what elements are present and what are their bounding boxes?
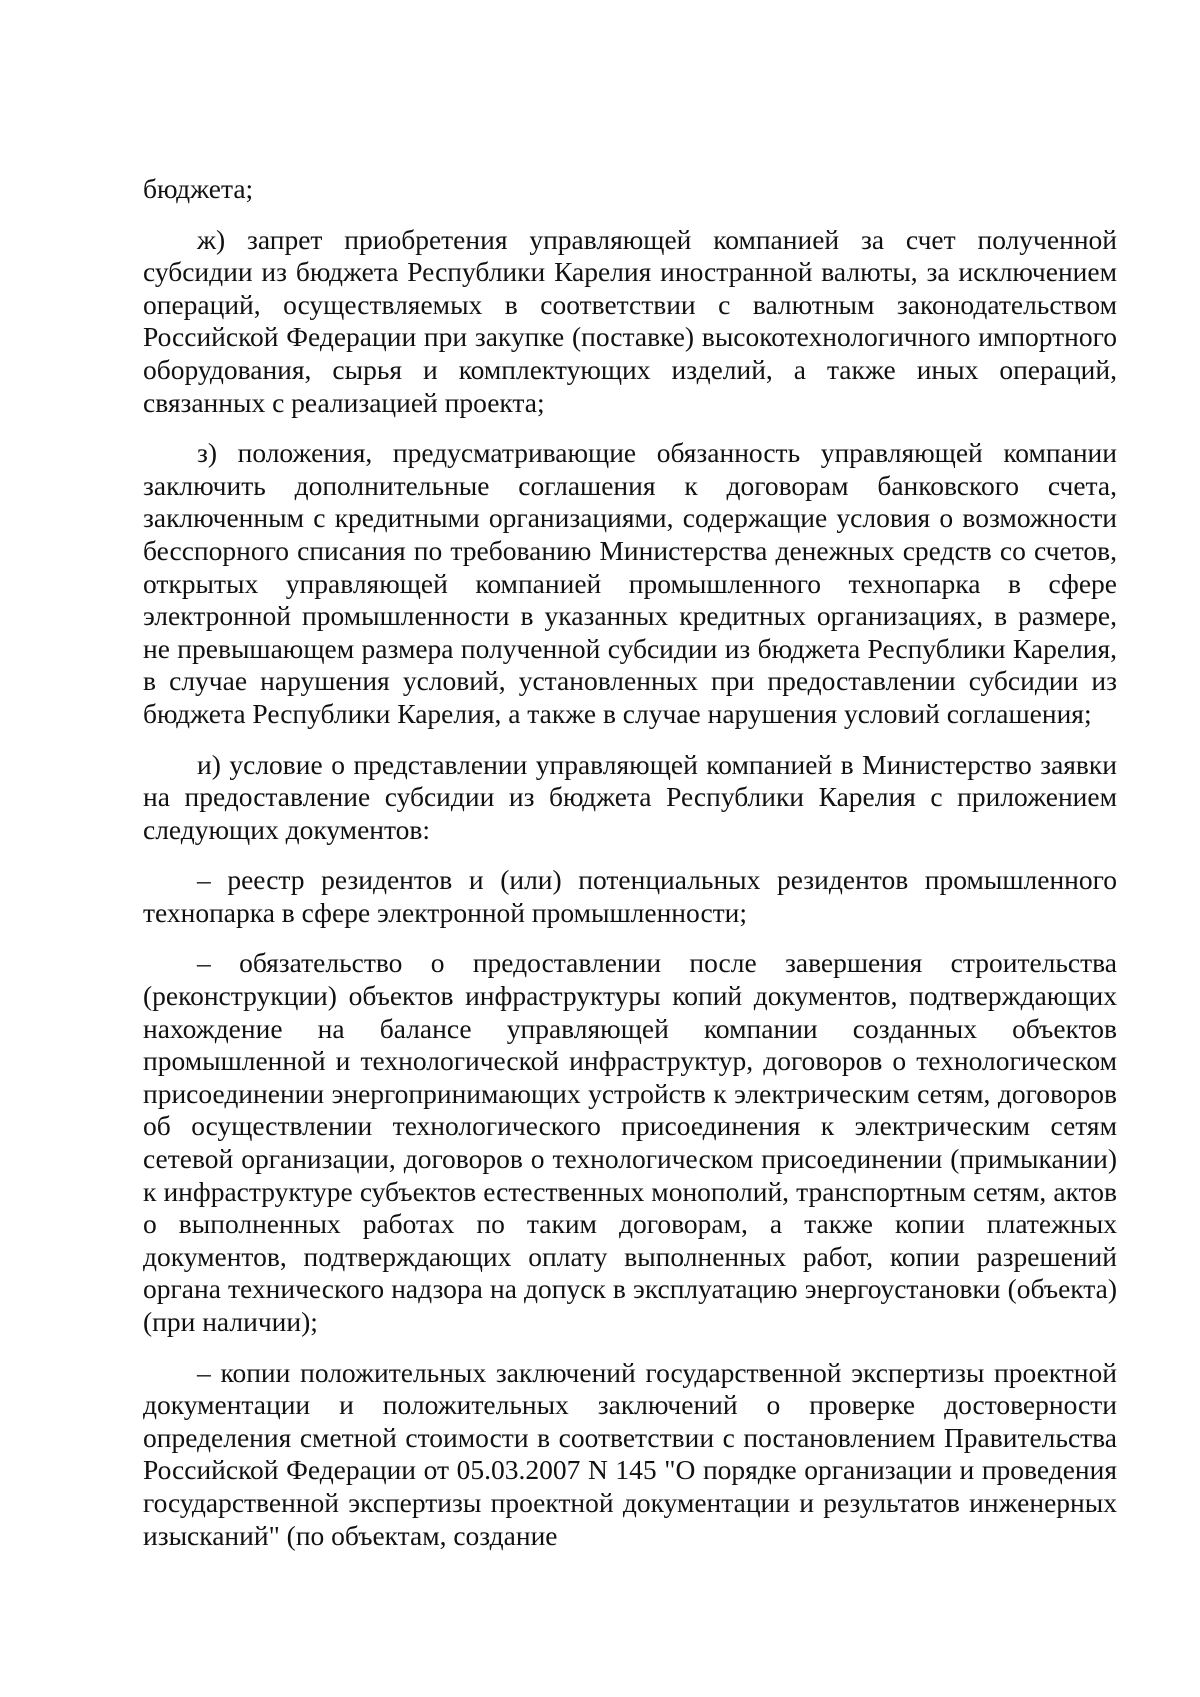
paragraph-item-i: и) условие о представлении управляющей компанией в Министерство заявки на предоставление субсидии из бюджета Республики Карелия с приложением следующих документов: (143, 748, 1117, 845)
paragraph-budget-continuation: бюджета; (143, 173, 254, 204)
paragraph-residents-registry: – реестр резидентов и (или) потенциальных резидентов промышленного технопарка в сфере электронной промышленности; (143, 864, 1117, 928)
document-body (143, 173, 1117, 1570)
paragraph-expertise-copies: – копии положительных заключений государственной экспертизы проектной документации и положительных заключений о проверке достоверности определения сметной стоимости в соответствии с постановлением Правительства Российской Федерации от 05.03.2007 N 145 "О порядке организации и проведения государственной экспертизы проектной документации и результатов инженерных изысканий" (по объектам, создание (143, 1356, 1117, 1551)
paragraph-item-z: з) положения, предусматривающие обязанность управляющей компании заключить дополнительные соглашения к договорам банковского счета, заключенным с кредитными организациями, содержащие условия о возможности бесспорного списания по требованию Министерства денежных средств со счетов, открытых управляющей компанией промышленного технопарка в сфере электронной промышленности в указанных кредитных организациях, в размере, не превышающем размера полученной субсидии из бюджета Республики Карелия, в случае нарушения условий, установленных при предоставлении субсидии из бюджета Республики Карелия, а также в случае нарушения условий соглашения; (143, 437, 1117, 729)
paragraph-obligation-documents: – обязательство о предоставлении после завершения строительства (реконструкции) объектов инфраструктуры копий документов, подтверждающих нахождение на балансе управляющей компании созданных объектов промышленной и технологической инфраструктур, договоров о технологическом присоединении энергопринимающих устройств к электрическим сетям, договоров об осуществлении технологического присоединения к электрическим сетям сетевой организации, договоров о технологическом присоединении (примыкании) к инфраструктуре субъектов естественных монополий, транспортным сетям, актов о выполненных работах по таким договорам, а также копии платежных документов, подтверждающих оплату выполненных работ, копии разрешений органа технического надзора на допуск в эксплуатацию энергоустановки (объекта) (при наличии); (143, 947, 1117, 1337)
paragraph-item-zh: ж) запрет приобретения управляющей компанией за счет полученной субсидии из бюджета Республики Карелия иностранной валюты, за исключением операций, осуществляемых в соответствии с валютным законодательством Российской Федерации при закупке (поставке) высокотехнологичного импортного оборудования, сырья и комплектующих изделий, а также иных операций, связанных с реализацией проекта; (143, 223, 1117, 418)
